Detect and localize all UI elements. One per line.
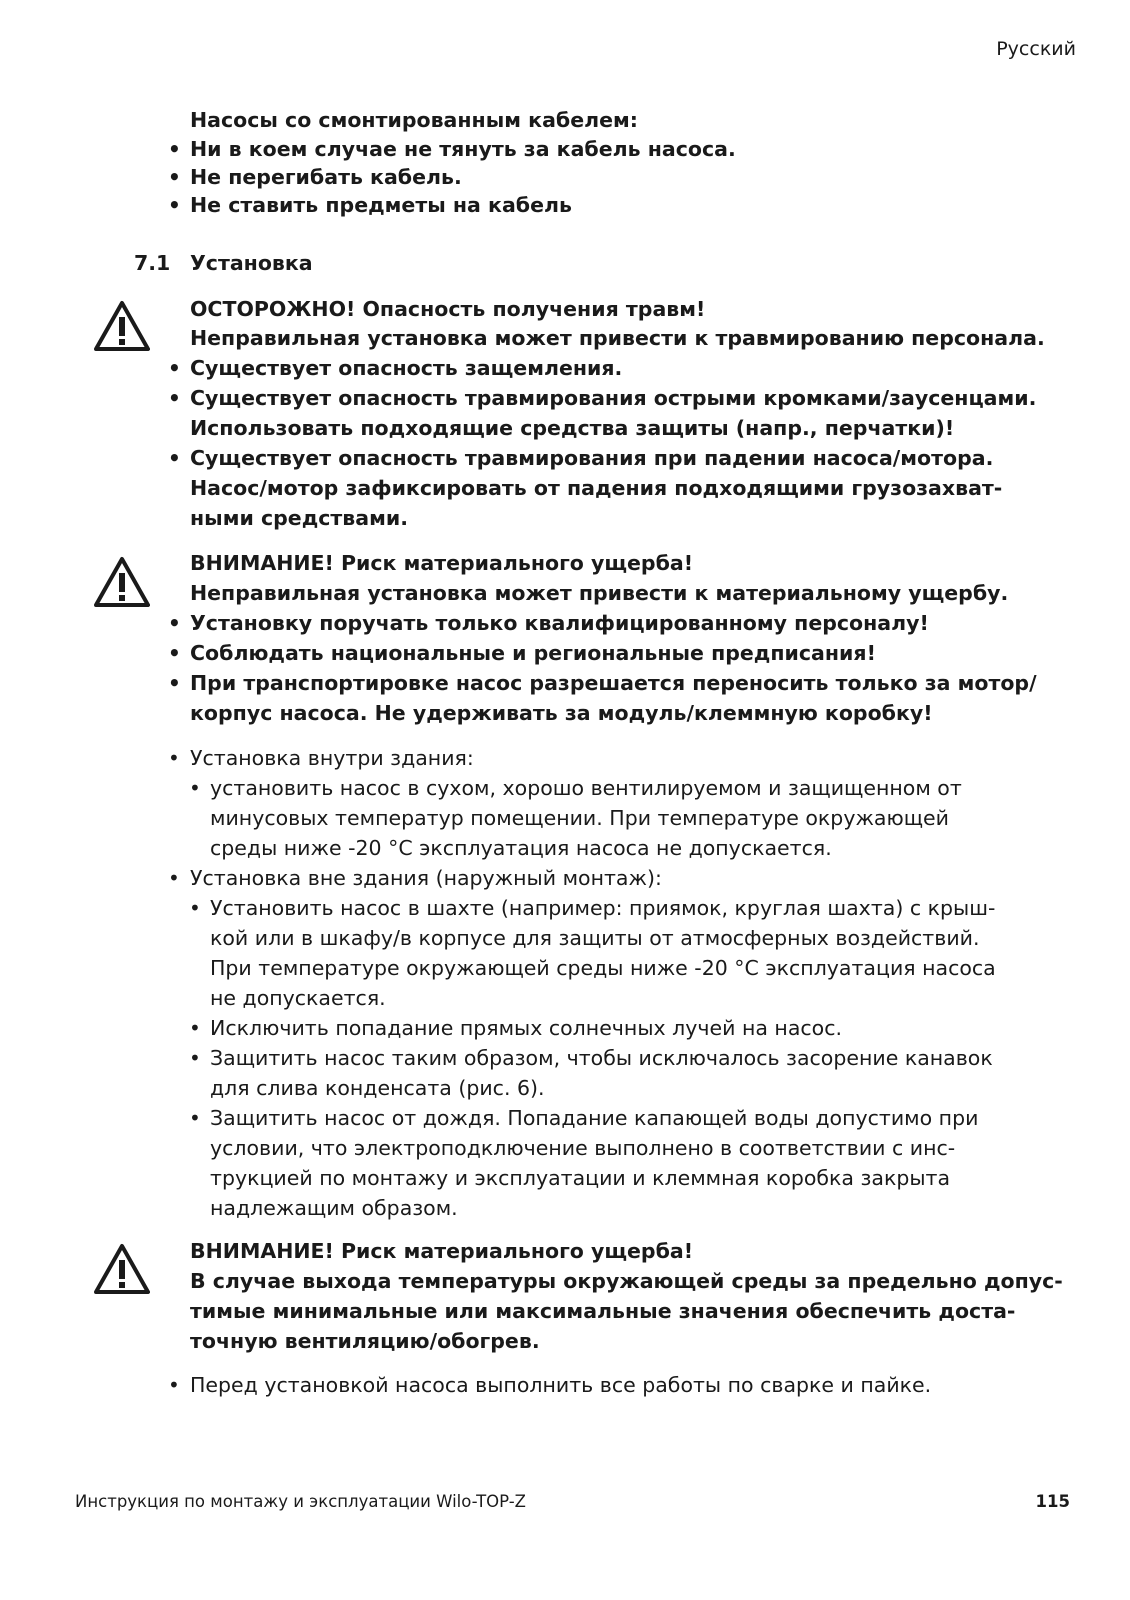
bullet-icon: •: [168, 386, 181, 410]
install-outdoor-item-cont: надлежащим образом.: [210, 1196, 458, 1220]
bullet-icon: •: [168, 671, 181, 695]
bullet-icon: •: [168, 641, 181, 665]
cable-block-title: Насосы со смонтированным кабелем:: [190, 108, 638, 132]
section-title: Установка: [190, 251, 313, 275]
bullet-icon: •: [168, 611, 181, 635]
cable-item: Не ставить предметы на кабель: [190, 193, 572, 217]
section-number: 7.1: [134, 251, 171, 275]
install-indoor-item-cont: среды ниже -20 °C эксплуатация насоса не допускается.: [210, 836, 832, 860]
warning1-item-cont: Насос/мотор зафиксировать от падения подходящими грузозахват-: [190, 476, 1003, 500]
bullet-icon: •: [168, 446, 181, 470]
warning2-subtitle: Неправильная установка может привести к материальному ущербу.: [190, 581, 1009, 605]
install-indoor-label: Установка внутри здания:: [190, 746, 474, 770]
warning3-line: В случае выхода температуры окружающей среды за предельно допус-: [190, 1269, 1063, 1293]
install-outdoor-item: Защитить насос от дождя. Попадание капающей воды допустимо при: [210, 1106, 979, 1130]
warning3-title: ВНИМАНИЕ! Риск материального ущерба!: [190, 1239, 694, 1263]
page-header-language: Русский: [996, 38, 1076, 60]
bullet-icon: •: [168, 746, 180, 770]
warning-triangle-icon: [94, 556, 150, 608]
bullet-icon: •: [189, 1106, 201, 1130]
install-indoor-item-cont: минусовых температур помещении. При температуре окружающей: [210, 806, 949, 830]
warning3-line: точную вентиляцию/обогрев.: [190, 1329, 540, 1353]
bullet-icon: •: [189, 896, 201, 920]
warning2-item-cont: корпус насоса. Не удерживать за модуль/клеммную коробку!: [190, 701, 933, 725]
bullet-icon: •: [189, 776, 201, 800]
bullet-icon: •: [168, 866, 180, 890]
warning2-item: Соблюдать национальные и региональные предписания!: [190, 641, 876, 665]
warning1-item: Существует опасность травмирования при падении насоса/мотора.: [190, 446, 994, 470]
bullet-icon: •: [168, 165, 181, 189]
install-outdoor-item-cont: условии, что электроподключение выполнено в соответствии с инс-: [210, 1136, 956, 1160]
warning-triangle-icon: [94, 1243, 150, 1295]
install-outdoor-item: Установить насос в шахте (например: приямок, круглая шахта) с крыш-: [210, 896, 996, 920]
bullet-icon: •: [189, 1046, 201, 1070]
install-outdoor-item-cont: При температуре окружающей среды ниже -20 °C эксплуатация насоса: [210, 956, 996, 980]
warning3-line: тимые минимальные или максимальные значения обеспечить доста-: [190, 1299, 1016, 1323]
install-outdoor-item-cont: для слива конденсата (рис. 6).: [210, 1076, 545, 1100]
warning1-item-cont: ными средствами.: [190, 506, 408, 530]
install-outdoor-item-cont: кой или в шкафу/в корпусе для защиты от атмосферных воздействий.: [210, 926, 980, 950]
bullet-icon: •: [168, 137, 181, 161]
install-indoor-item: установить насос в сухом, хорошо вентилируемом и защищенном от: [210, 776, 962, 800]
warning1-subtitle: Неправильная установка может привести к травмированию персонала.: [190, 326, 1045, 350]
warning1-item: Существует опасность защемления.: [190, 356, 623, 380]
install-outdoor-item-cont: не допускается.: [210, 986, 386, 1010]
install-outdoor-item: Защитить насос таким образом, чтобы исключалось засорение канавок: [210, 1046, 993, 1070]
warning2-item: Установку поручать только квалифицированному персоналу!: [190, 611, 929, 635]
warning-triangle-icon: [94, 300, 150, 352]
install-outdoor-label: Установка вне здания (наружный монтаж):: [190, 866, 662, 890]
warning1-title: ОСТОРОЖНО! Опасность получения травм!: [190, 297, 706, 321]
install-outdoor-item-cont: трукцией по монтажу и эксплуатации и клеммная коробка закрыта: [210, 1166, 951, 1190]
warning2-title: ВНИМАНИЕ! Риск материального ущерба!: [190, 551, 694, 575]
final-item: Перед установкой насоса выполнить все работы по сварке и пайке.: [190, 1373, 932, 1397]
bullet-icon: •: [168, 193, 181, 217]
footer-document-title: Инструкция по монтажу и эксплуатации Wilo-TOP-Z: [75, 1492, 526, 1511]
bullet-icon: •: [168, 356, 181, 380]
install-outdoor-item: Исключить попадание прямых солнечных лучей на насос.: [210, 1016, 842, 1040]
bullet-icon: •: [168, 1373, 180, 1397]
warning1-item-cont: Использовать подходящие средства защиты (напр., перчатки)!: [190, 416, 955, 440]
cable-item: Не перегибать кабель.: [190, 165, 462, 189]
bullet-icon: •: [189, 1016, 201, 1040]
footer-page-number: 115: [1035, 1492, 1070, 1511]
warning2-item: При транспортировке насос разрешается переносить только за мотор/: [190, 671, 1037, 695]
cable-item: Ни в коем случае не тянуть за кабель насоса.: [190, 137, 736, 161]
warning1-item: Существует опасность травмирования острыми кромками/заусенцами.: [190, 386, 1037, 410]
